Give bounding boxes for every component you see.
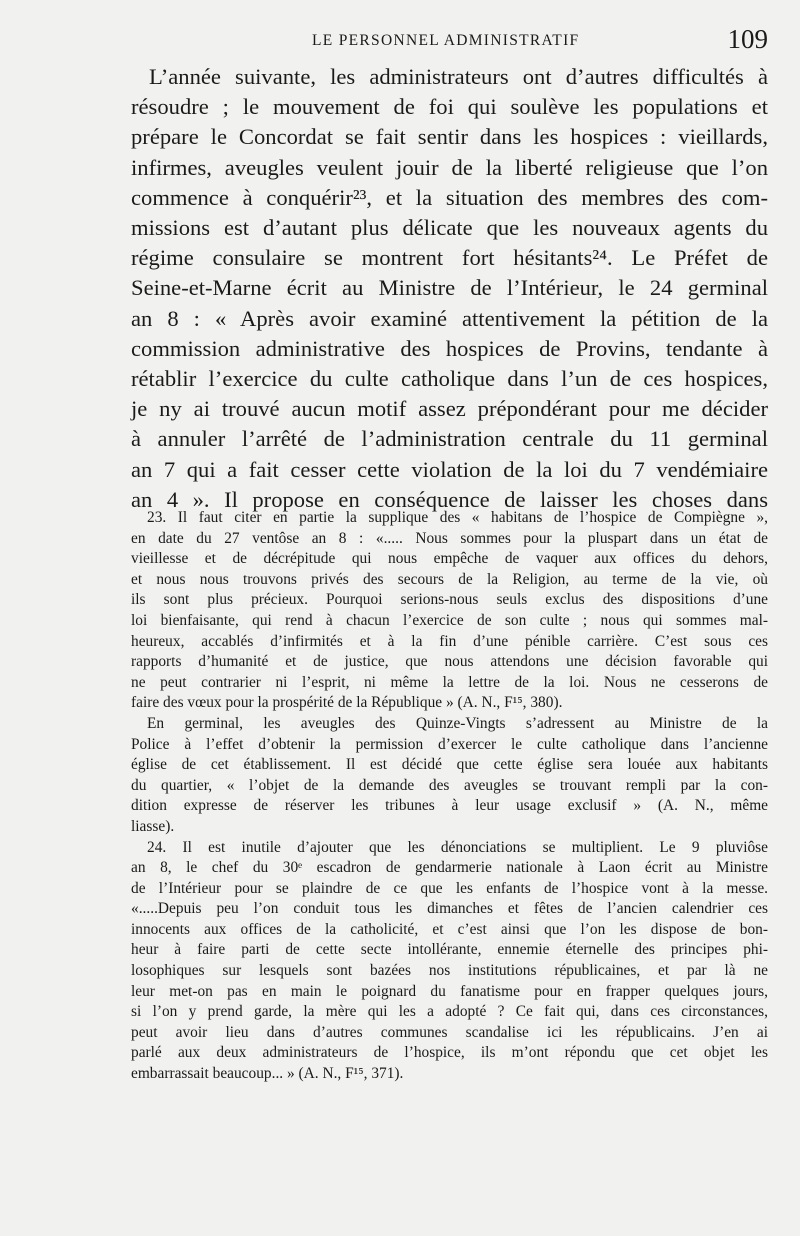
footnote-line: losophiques sur lesquels sont bazées nos institutions républicaines, et par là ne [131,962,768,980]
footnote-line: an 8, le chef du 30ᵉ escadron de gendarmerie nationale à Laon écrit au Ministre [131,859,768,877]
footnote-line: innocents aux offices de la catholicité, et c’est ainsi que l’on les dispose de bon- [131,920,768,938]
footnote-line: ils sont plus précieux. Pourquoi serions-nous seuls exclus des dispositions d’une [131,591,768,609]
footnote-line: leur met-on pas en main le poignard du fanatisme pour en frapper quelques jours, [131,982,768,1000]
body-line: commission administrative des hospices de Provins, tendante à [131,335,768,361]
body-line: infirmes, aveugles veulent jouir de la liberté religieuse que l’on [131,154,768,180]
footnote-line: liasse). [131,817,175,835]
body-line: an 4 ». Il propose en conséquence de laisser les choses dans [131,486,768,512]
body-line: à annuler l’arrêté de l’administration centrale du 11 germinal [131,426,768,452]
footnote-line: et nous nous trouvons privés des secours de la Religion, au terme de la vie, où [131,570,768,588]
body-line: prépare le Concordat se fait sentir dans les hospices : vieillards, [131,124,768,150]
footnote-line: Police à l’effet d’obtenir la permission d’exercer le culte catholique dans l’ancienne [131,735,768,753]
page-number: 109 [727,24,768,54]
footnote-line: heureux, accablés d’infirmités et à la fin d’une pénible carrière. C’est sous ces [131,632,768,650]
footnote-line: du quartier, « l’objet de la demande des aveugles se trouvant rempli par la con- [131,776,768,794]
footnote-line: 24. Il est inutile d’ajouter que les dénonciations se multiplient. Le 9 pluviôse [147,838,768,856]
footnote-line: dition expresse de réserver les tribunes à leur usage exclusif » (A. N., même [131,797,768,815]
footnote-line: embarrassait beaucoup... » (A. N., F¹⁵, 371). [131,1065,404,1083]
footnote-line: ne peut contrarier ni l’esprit, ni même la lettre de la loi. Nous ne cesserons de [131,673,768,691]
body-line: régime consulaire se montrent fort hésitants²⁴. Le Préfet de [131,245,768,271]
body-line: missions est d’autant plus délicate que les nouveaux agents du [131,215,768,241]
footnote-line: En germinal, les aveugles des Quinze-Vingts s’adressent au Ministre de la [147,714,768,732]
footnote-line: peut avoir lieu dans d’autres communes scandalise ici les républicains. J’en ai [131,1023,768,1041]
body-line: commence à conquérir²³, et la situation des membres des com- [131,184,768,210]
body-line: Seine-et-Marne écrit au Ministre de l’Intérieur, le 24 germinal [131,275,768,301]
page-header [130,24,770,58]
body-line: an 8 : « Après avoir examiné attentivement la pétition de la [131,305,768,331]
footnote-line: vieillesse et de décrépitude qui nous empêche de vaquer aux offices du dehors, [131,550,768,568]
body-line: L’année suivante, les administrateurs ont d’autres difficultés à [149,64,768,89]
body-line: an 7 qui a fait cesser cette violation de la loi du 7 vendémiaire [131,456,768,482]
body-line: résoudre ; le mouvement de foi qui soulève les populations et [131,94,768,120]
footnote-line: si l’on y prend garde, la mère qui les a adopté ? Ce fait qui, dans ces circonstances, [131,1003,768,1021]
footnote-line: faire des vœux pour la prospérité de la République » (A. N., F¹⁵, 380). [131,694,563,712]
footnote-line: heur à faire parti de cette secte intollérante, ennemie éternelle des principes phi- [131,941,768,959]
running-title: LE PERSONNEL ADMINISTRATIF [312,32,580,49]
footnote-line: en date du 27 ventôse an 8 : «..... Nous sommes pour la pluspart dans un état de [131,529,768,547]
footnote-line: de l’Intérieur pour se plaindre de ce que les enfants de l’hospice vont à la messe. [131,879,768,897]
footnote-line: église de cet établissement. Il est décidé que cette église sera louée aux habitants [131,756,768,774]
body-line: rétablir l’exercice du culte catholique dans l’un de ces hospices, [131,366,768,392]
footnote-line: 23. Il faut citer en partie la supplique des « habitans de l’hospice de Compiègne », [147,509,768,526]
body-line: je ny ai trouvé aucun motif assez prépondérant pour me décider [131,396,768,422]
footnotes [131,508,768,1085]
footnote-line: «.....Depuis peu l’on conduit tous les dimanches et fêtes de l’ancien calendrier ces [131,900,768,918]
footnote-line: parlé aux deux administrateurs de l’hospice, ils m’ont répondu que cet objet les [131,1044,768,1062]
footnote-line: loi bienfaisante, qui rend à chacun l’exercice de son culte ; nous qui sommes mal- [131,611,768,629]
main-paragraph [131,62,768,515]
footnote-line: rapports d’humanité et de justice, que nous attendons une décision favorable qui [131,653,768,671]
